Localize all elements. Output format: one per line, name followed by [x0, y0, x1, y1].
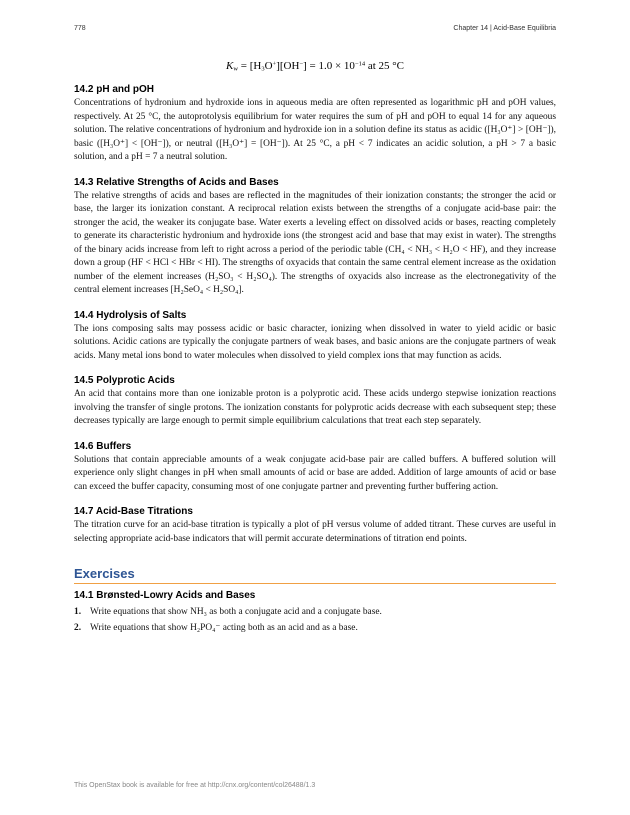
- section-ph-poh: [74, 84, 556, 165]
- exercise-text: Write equations that show H₂PO₄⁻ acting both as an acid and as a base.: [90, 623, 358, 633]
- kw-equation: $K_w = [H_3O^+][OH^-] = 1.0 \times 10^{-14}$ at 25 °C: [225, 60, 405, 73]
- section-heading: 14.2 pH and pOH: [74, 84, 155, 95]
- section-relative-strengths: [74, 177, 556, 298]
- section-body: The relative strengths of acids and bases are reflected in the magnitudes of their ionization constants; the stronger the acid or base, the larger its ionization constant. A reciprocal relation exists between the strengths of a conjugate acid-base pair: the stronger the acid, the weaker its conjugate base. Water exerts a leveling effect on dissolved acids or bases, reacting completely to generate its characteristic hydronium and hydroxide ions (the strongest acid and base that may exist in water). The strengths of the binary acids increase from left to right across a period of the periodic table (CH₄ < NH₃ < H₂O < HF), and they increase down a group (HF < HCl < HBr < HI). The strengths of oxyacids that contain the same central element increase as the oxidation number of the element increases (H₂SO₃ < H₂SO₄). The strengths of oxyacids also increase as the electronegativity of the central element increases [H₂SeO₄ < H₂SO₄].: [74, 190, 556, 295]
- section-body: Solutions that contain appreciable amounts of a weak conjugate acid-base pair are called buffers. A buffered solution will experience only slight changes in pH when small amounts of acid or base are added. Addition of large amounts of acid or base can exceed the buffer capacity, consuming most of one conjugate partner and preventing further buffering action.: [74, 454, 556, 492]
- exercise-number: 1.: [74, 607, 82, 617]
- section-hydrolysis: [74, 310, 556, 364]
- section-heading: 14.3 Relative Strengths of Acids and Bases: [74, 176, 279, 188]
- section-heading: 14.7 Acid-Base Titrations: [74, 506, 193, 517]
- exercise-item: [74, 604, 556, 620]
- section-body: Concentrations of hydronium and hydroxide ions in aqueous media are often represented as logarithmic pH and pOH values, respectively. At 25 °C, the autoprotolysis equilibrium for water requires the sum of pH and pOH to equal 14 for any aqueous solution. The relative concentrations of hydronium and hydroxide ion in a solution define its status as acidic ([H₃O⁺] > [OH⁻]), basic ([H₃O⁺] < [OH⁻]), or neutral ([H₃O⁺] = [OH⁻]). At 25 °C, a pH < 7 indicates an acidic solution, a pH > 7 a basic solution, and a pH = 7 a neutral solution.: [74, 98, 556, 162]
- exercise-item: [74, 620, 556, 636]
- exercises-heading: Exercises: [74, 566, 556, 584]
- page-number: 778: [74, 25, 86, 32]
- exercise-text: Write equations that show NH₃ as both a conjugate acid and a conjugate base.: [90, 607, 382, 617]
- section-heading: 14.6 Buffers: [74, 440, 132, 452]
- section-polyprotic: [74, 375, 556, 429]
- section-body: The titration curve for an acid-base titration is typically a plot of pH versus volume of added titrant. These curves are useful in selecting appropriate acid-base indicators that will permit accurate determinations of titration end points.: [74, 520, 556, 544]
- page-footer: This OpenStax book is available for free at http://cnx.org/content/col26488/1.3: [74, 782, 316, 789]
- section-body: The ions composing salts may possess acidic or basic character, ionizing when dissolved in water to yield acidic or basic solutions. Acidic cations are typically the conjugate partners of weak bases, and basic anions are the conjugate partners of weak acids. Many metal ions bond to water molecules when dissolved to yield complex ions that may function as acids.: [74, 323, 556, 361]
- section-heading: 14.5 Polyprotic Acids: [74, 375, 175, 386]
- summary-content: [74, 84, 556, 636]
- exercise-number: 2.: [74, 623, 82, 633]
- section-heading: 14.4 Hydrolysis of Salts: [74, 309, 187, 321]
- exercises-subheading: 14.1 Brønsted-Lowry Acids and Bases: [74, 590, 256, 601]
- section-titrations: [74, 506, 556, 546]
- section-body: An acid that contains more than one ionizable proton is a polyprotic acid. These acids undergo stepwise ionization reactions involving the transfer of single protons. The ionization constants for polyprotic acids decrease with each subsequent step; these decreases typically are large enough to permit simple equilibrium calculations that treat each step separately.: [74, 389, 556, 426]
- section-buffers: [74, 441, 556, 495]
- chapter-header: Chapter 14 | Acid-Base Equilibria: [453, 25, 556, 32]
